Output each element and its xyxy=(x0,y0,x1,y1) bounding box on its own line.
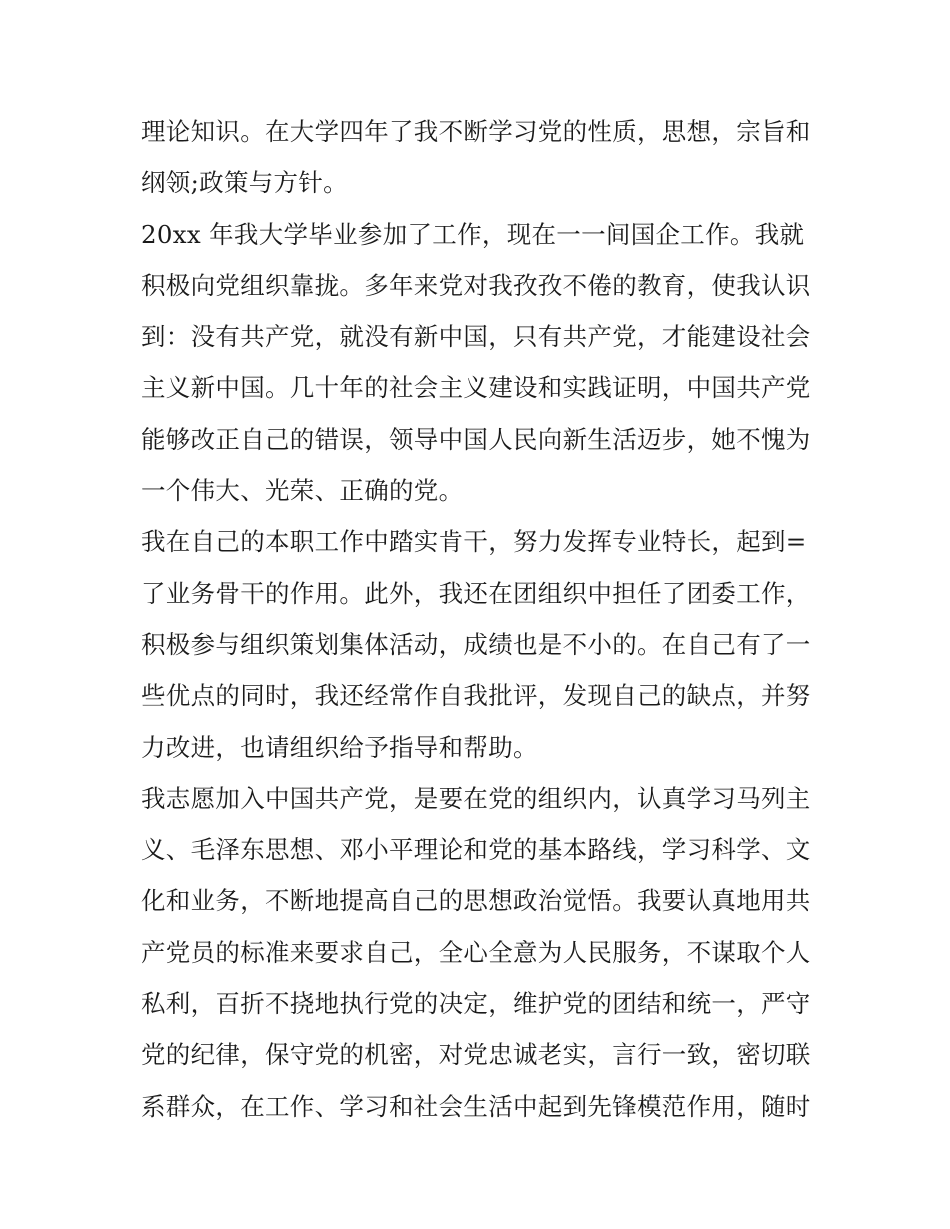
text-line: 纲领;政策与方针。 xyxy=(141,168,348,198)
text-line: 积极参与组织策划集体活动，成绩也是不小的。在自己有了一 xyxy=(141,629,811,659)
text-line: 些优点的同时，我还经常作自我批评，发现自己的缺点，并努 xyxy=(141,681,811,711)
text-line: 力改进，也请组织给予指导和帮助。 xyxy=(141,732,538,762)
body-text xyxy=(141,106,821,1132)
text-line: 化和业务，不断地提高自己的思想政治觉悟。我要认真地用共 xyxy=(141,886,811,916)
text-line: 我在自己的本职工作中踏实肯干，努力发挥专业特长，起到= xyxy=(141,527,807,557)
text-line: 义、毛泽东思想、邓小平理论和党的基本路线，学习科学、文 xyxy=(141,835,811,865)
text-line: 能够改正自己的错误，领导中国人民向新生活迈步，她不愧为 xyxy=(141,424,811,454)
text-line: 了业务骨干的作用。此外，我还在团组织中担任了团委工作， xyxy=(141,578,811,608)
text-line: 系群众，在工作、学习和社会生活中起到先锋模范作用，随时 xyxy=(141,1091,811,1121)
text-line: 到：没有共产党，就没有新中国，只有共产党，才能建设社会 xyxy=(141,322,811,352)
text-line: 20xx 年我大学毕业参加了工作，现在一一间国企工作。我就 xyxy=(141,219,805,249)
text-line: 我志愿加入中国共产党，是要在党的组织内，认真学习马列主 xyxy=(141,783,811,813)
text-line: 主义新中国。几十年的社会主义建设和实践证明，中国共产党 xyxy=(141,373,811,403)
text-line: 产党员的标准来要求自己，全心全意为人民服务，不谋取个人 xyxy=(141,937,811,967)
text-line: 私利，百折不挠地执行党的决定，维护党的团结和统一，严守 xyxy=(141,989,811,1019)
text-line: 一个伟大、光荣、正确的党。 xyxy=(141,476,464,506)
text-line: 党的纪律，保守党的机密，对党忠诚老实，言行一致，密切联 xyxy=(141,1040,811,1070)
text-line: 理论知识。在大学四年了我不断学习党的性质，思想，宗旨和 xyxy=(141,117,811,146)
text-line: 积极向党组织靠拢。多年来党对我孜孜不倦的教育，使我认识 xyxy=(141,270,811,300)
